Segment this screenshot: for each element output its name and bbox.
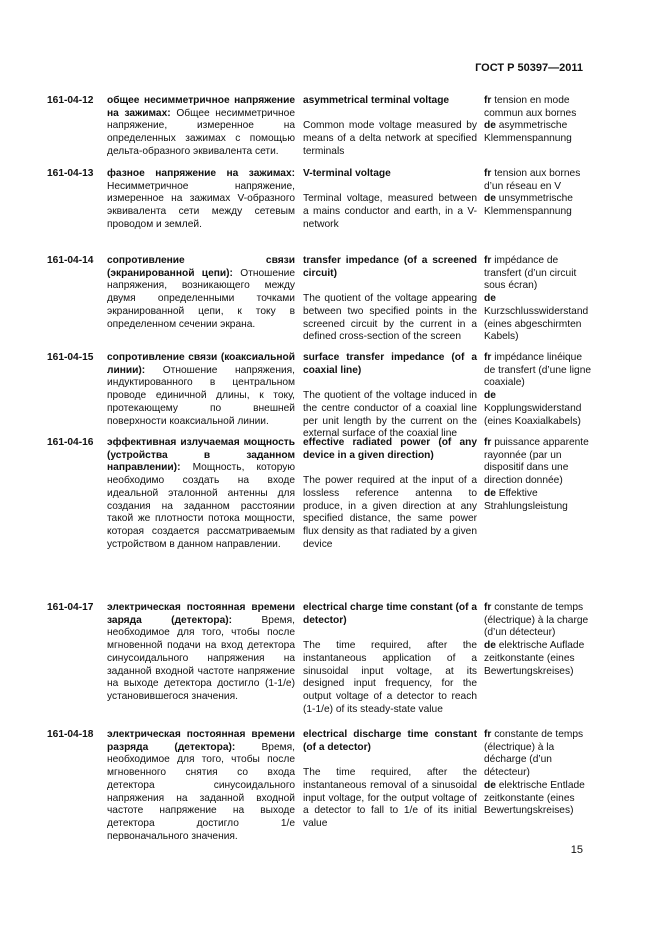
foreign-equivalents: [484, 729, 594, 818]
russian-definition: [107, 352, 295, 428]
french-label: fr: [484, 729, 492, 740]
term-number: 161-04-17: [47, 602, 94, 613]
german-equivalent: [484, 193, 594, 218]
english-definition: [303, 168, 477, 232]
term-number: 161-04-16: [47, 437, 94, 448]
german-term: Kopplungswiderstand (eines Koaxialkabels): [484, 402, 582, 427]
english-definition-text: The power required at the input of a lossless reference antenna to produce, in a given direction at any specified distance, the same power flux density as that radiated by a given device: [303, 475, 477, 550]
english-definition: [303, 602, 477, 716]
french-label: fr: [484, 602, 492, 613]
french-equivalent: [484, 352, 594, 390]
english-definition-text: Terminal voltage, measured between a mains conductor and earth, in a V-network: [303, 193, 477, 230]
german-term: unsymmetrische Klemmenspannung: [484, 193, 573, 218]
french-equivalent: [484, 95, 594, 120]
german-equivalent: [484, 780, 594, 818]
russian-definition: [107, 729, 295, 843]
german-equivalent: [484, 488, 594, 513]
german-term: Effektive Strahlungsleistung: [484, 487, 568, 512]
french-term: puissance apparente rayonnée (par un dispositif dans une direction donnée): [484, 437, 589, 487]
french-term: impédance linéique de transfert (d’une ligne coaxiale): [484, 352, 592, 389]
german-term: Kurzschlusswiderstand (eines abgeschirmten Kabels): [484, 305, 589, 343]
english-term: surface transfer impedance (of a coaxial line): [303, 352, 477, 376]
foreign-equivalents: [484, 168, 594, 219]
english-term: transfer impedance (of a screened circuit): [303, 255, 477, 279]
russian-definition-text: Мощность, которую необходимо создать на входе идеальной эталонной антенны для создания на заданном расстоянии такой же плотности потока мощности, которая создается рассматриваемым устройством в данном направлении.: [107, 462, 295, 550]
english-definition-text: The time required, after the instantaneous application of a sinusoidal input voltage, at its designed input frequency, for the output voltage of a detector to reach (1-1/e) of its steady-state value: [303, 640, 477, 715]
french-term: impédance de transfert (d’un circuit sous écran): [484, 255, 577, 292]
russian-definition: [107, 168, 295, 232]
russian-term: электрическая постоянная времени заряда (детектора):: [107, 602, 295, 626]
english-term: asymmetrical terminal voltage: [303, 95, 450, 106]
german-label: de: [484, 120, 496, 132]
document-standard-number: ГОСТ Р 50397—2011: [475, 62, 583, 74]
german-equivalent: [484, 640, 594, 678]
french-equivalent: [484, 255, 594, 293]
foreign-equivalents: [484, 95, 594, 146]
english-definition: [303, 729, 477, 831]
german-label: de: [484, 779, 496, 791]
german-label: de: [484, 293, 496, 305]
french-label: fr: [484, 437, 492, 448]
german-label: de: [484, 193, 496, 205]
english-term: electrical charge time constant (of a detector): [303, 602, 477, 626]
german-equivalent: [484, 293, 594, 344]
english-definition: [303, 95, 477, 159]
russian-definition-text: Время, необходимое для того, чтобы после мгновенного снятия со входа детектора синусоидального напряжения на заданной входной частоте напряжение на выходе детектора достигло 1/e первоначального значения.: [107, 741, 295, 842]
russian-definition-text: Отношение напряжения, индуктированного в центральном проводе единичной длины, к току, протекающему по внешней поверхности коаксиальной линии.: [107, 364, 295, 427]
english-term: V-terminal voltage: [303, 168, 391, 179]
french-label: fr: [484, 255, 492, 266]
german-label: de: [484, 487, 496, 499]
french-term: constante de temps (électrique) à la charge (d’un détecteur): [484, 602, 589, 639]
russian-definition-text: Время, необходимое для того, чтобы после мгновенной подачи на вход детектора синусоидального напряжения на заданной входной частоте напряжение на выходе детектора достигло (1-1/e) установившегося значения.: [107, 614, 295, 702]
french-equivalent: [484, 437, 594, 488]
german-term: elektrische Auflade zeitkonstante (eines Bewertungskreises): [484, 640, 585, 677]
german-equivalent: [484, 120, 594, 145]
english-definition: [303, 437, 477, 551]
french-term: constante de temps (électrique) à la décharge (d’un détecteur): [484, 729, 584, 779]
french-term: tension aux bornes d’un réseau en V: [484, 168, 581, 192]
english-term: effective radiated power (of any device in a given direction): [303, 437, 477, 461]
french-equivalent: [484, 729, 594, 780]
german-label: de: [484, 390, 496, 402]
foreign-equivalents: [484, 255, 594, 344]
russian-definition-text: Несимметричное напряжение, измеренное на зажимах V-образного эквивалента сети между сетевым проводом и землей.: [107, 180, 295, 230]
english-definition: [303, 352, 477, 441]
french-equivalent: [484, 602, 594, 640]
english-definition-text: The quotient of the voltage appearing between two specified points in the screened circuit by the current in a defined cross-section of the screen: [303, 293, 477, 343]
russian-term: фазное напряжение на зажимах:: [107, 168, 295, 179]
term-number: 161-04-12: [47, 95, 94, 106]
russian-term: сопротивление связи (коаксиальной линии):: [107, 352, 295, 376]
german-label: de: [484, 640, 496, 652]
russian-term: эффективная излучаемая мощность (устройства в заданном направлении):: [107, 437, 295, 474]
english-definition: [303, 255, 477, 344]
french-term: tension en mode commun aux bornes: [484, 95, 577, 119]
russian-definition: [107, 437, 295, 551]
french-label: fr: [484, 352, 492, 363]
french-label: fr: [484, 95, 492, 106]
term-number: 161-04-13: [47, 168, 94, 179]
russian-definition: [107, 255, 295, 331]
french-equivalent: [484, 168, 594, 193]
german-term: asymmetrische Klemmenspannung: [484, 120, 572, 145]
english-definition-text: The quotient of the voltage induced in the centre conductor of a coaxial line per unit length by the current on the external surface of the coaxial line: [303, 390, 477, 440]
russian-definition-text: Общее несимметричное напряжение, измеренное на определенных зажимах с помощью дельта-образного эквивалента сети.: [107, 107, 296, 157]
russian-term: электрическая постоянная времени разряда (детектора):: [107, 729, 295, 753]
page-number: 15: [570, 844, 583, 856]
english-definition-text: The time required, after the instantaneous removal of a sinusoidal input voltage, for the output voltage of a detector to fall to 1/e of its initial value: [303, 767, 477, 829]
russian-term: общее несимметричное напряжение на зажимах:: [107, 95, 295, 119]
term-number: 161-04-14: [47, 255, 94, 266]
german-equivalent: [484, 390, 594, 428]
french-label: fr: [484, 168, 492, 179]
russian-term: сопротивление связи (экранированной цепи):: [107, 255, 295, 279]
russian-definition: [107, 95, 295, 159]
foreign-equivalents: [484, 437, 594, 513]
term-number: 161-04-18: [47, 729, 94, 740]
english-term: electrical discharge time constant (of a detector): [303, 729, 477, 753]
foreign-equivalents: [484, 602, 594, 678]
term-number: 161-04-15: [47, 352, 94, 363]
german-term: elektrische Entlade zeitkonstante (eines Bewertungskreises): [484, 779, 585, 817]
foreign-equivalents: [484, 352, 594, 428]
english-definition-text: Common mode voltage measured by means of a delta network at specified terminals: [303, 120, 477, 157]
russian-definition: [107, 602, 295, 704]
russian-definition-text: Отношение напряжения, возникающего между двумя определенными точками экранированной цепи, к току в определенном сечении экрана.: [107, 267, 295, 330]
